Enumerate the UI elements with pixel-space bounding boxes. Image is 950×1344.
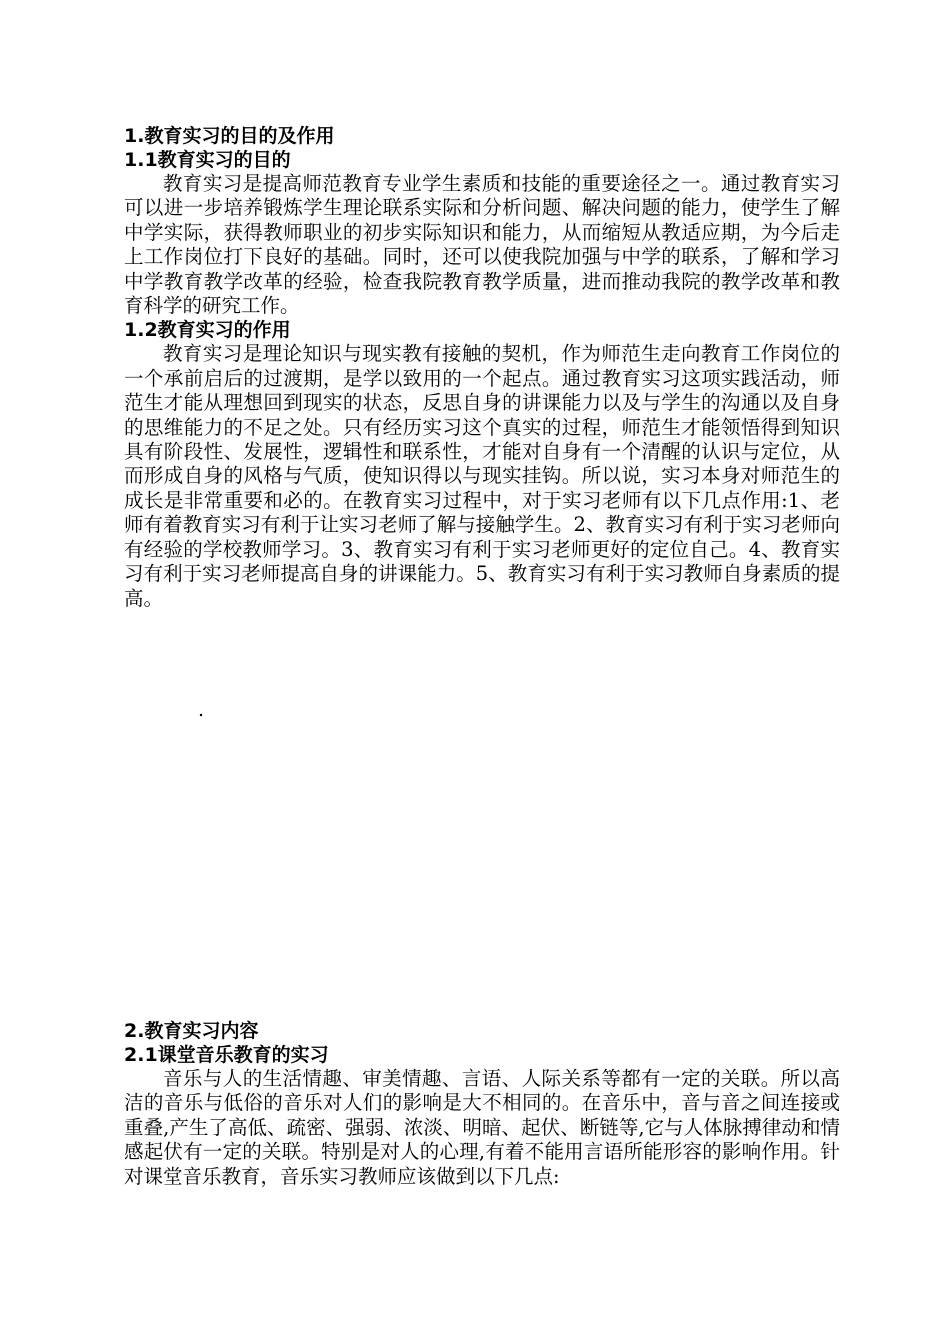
section-2-heading: 2.教育实习内容 [124,1020,259,1042]
subsection-2-1-paragraph: 音乐与人的生活情趣、审美情趣、言语、人际关系等都有一定的关联。所以高洁的音乐与低俗的音乐对人们的影响是大不相同的。在音乐中，音与音之间连接或重叠,产生了高低、疏密、强弱、浓淡、明暗、起伏、断链等,它与人体脉搏律动和情感起伏有一定的关联。特别是对人的心理,有着不能用言语所能形容的影响作用。针对课堂音乐教育，音乐实习教师应该做到以下几点: [124,1067,840,1188]
stray-dot-mark: . [198,699,205,721]
section-1-heading: 1.教育实习的目的及作用 [124,125,335,147]
section-purpose-and-role [124,124,840,611]
subsection-1-2-heading: 1.2教育实习的作用 [124,319,291,342]
subsection-2-1-heading: 2.1课堂音乐教育的实习 [124,1044,329,1066]
subsection-1-1-heading: 1.1教育实习的目的 [124,149,291,171]
subsection-1-2-paragraph: 教育实习是理论知识与现实教有接触的契机，作为师范生走向教育工作岗位的一个承前启后的过渡期，是学以致用的一个起点。通过教育实习这项实践活动，师范生才能从理想回到现实的状态，反思自身的讲课能力以及与学生的沟通以及自身的思维能力的不足之处。只有经历实习这个真实的过程，师范生才能领悟得到知识具有阶段性、发展性，逻辑性和联系性，才能对自身有一个清醒的认识与定位，从而形成自身的风格与气质，使知识得以与现实挂钩。所以说，实习本身对师范生的成长是非常重要和必的。在教育实习过程中，对于实习老师有以下几点作用:1、老师有着教育实习有利于让实习老师了解与接触学生。2、教育实习有利于实习老师向有经验的学校教师学习。3、教育实习有利于实习老师更好的定位自己。4、教育实习有利于实习老师提高自身的讲课能力。5、教育实习有利于实习教师自身素质的提高。 [124,342,840,610]
section-practice-content [124,1019,840,1189]
subsection-1-1-paragraph: 教育实习是提高师范教育专业学生素质和技能的重要途径之一。通过教育实习可以进一步培养锻炼学生理论联系实际和分析问题、解决问题的能力，使学生了解中学实际，获得教师职业的初步实际知识和能力，从而缩短从教适应期，为今后走上工作岗位打下良好的基础。同时，还可以使我院加强与中学的联系，了解和学习中学教育教学改革的经验，检查我院教育教学质量，进而推动我院的教学改革和教育科学的研究工作。 [124,172,840,318]
